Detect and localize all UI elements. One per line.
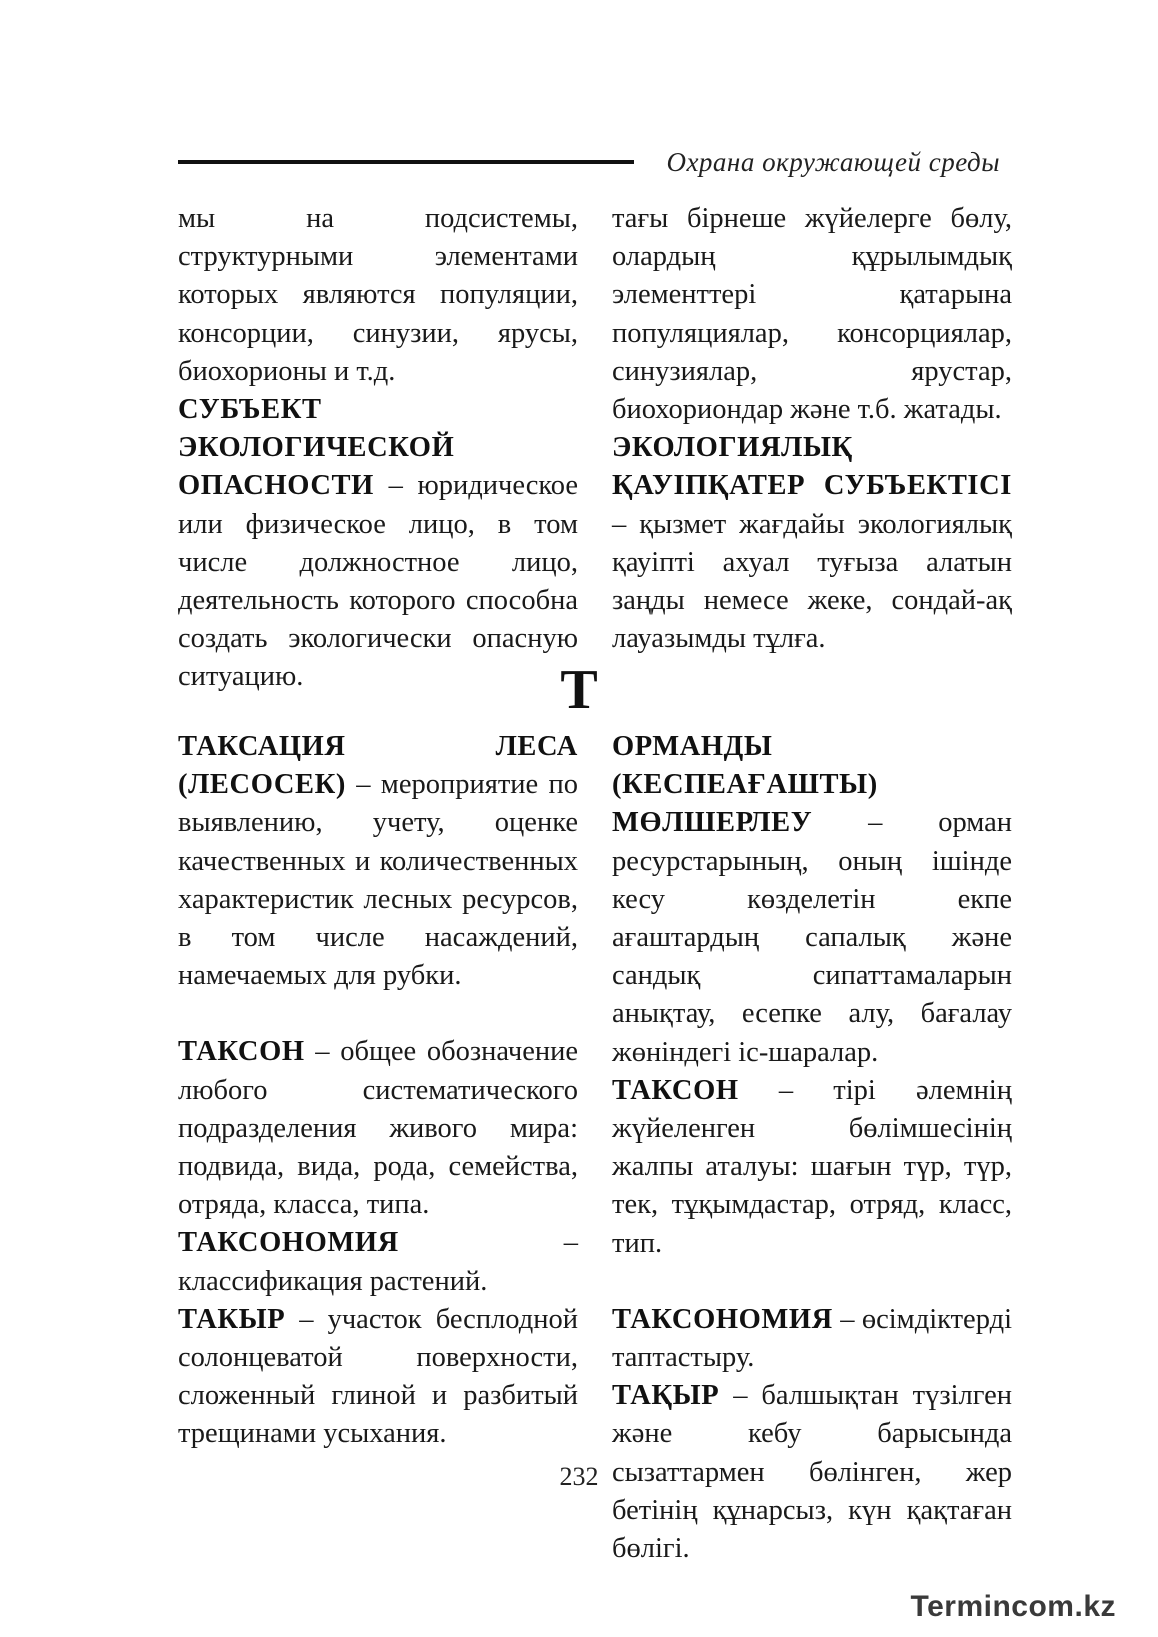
entry-forest-taxation-ru (178, 728, 578, 995)
entry-definition: – қызмет жағдайы экологиялық қауіпті ахуал туғыза алатын заңды немесе жеке, сондай-ақ лауазымды тұлға. (612, 508, 1012, 655)
entry-definition: – орман ресурстарының, оның ішінде кесу көзделетін екпе ағаштардың сапалық және сандық сипаттамаларын анықтау, есепке алу, бағалау жөніндегі іс-шаралар. (612, 807, 1012, 1068)
entry-taxon-ru (178, 1033, 578, 1224)
entry-forest-taxation-kk (612, 728, 1012, 1072)
entry-term: СУБЪЕКТ ЭКОЛОГИЧЕСКОЙ ОПАСНОСТИ (178, 394, 455, 502)
entry-definition: – общее обозначение любого систематического подразделения живого мира: подвида, вида, рода, семейства, отряда, класса, типа. (178, 1036, 578, 1221)
entry-subject-ecological-danger-kk (612, 429, 1012, 658)
running-header: Охрана окружающей среды (666, 147, 1000, 177)
entry-term: ТАКСОНОМИЯ (178, 1227, 399, 1259)
entry-term: ОРМАНДЫ (КЕСПЕАҒАШТЫ) МӨЛШЕРЛЕУ (612, 731, 878, 839)
entry-term: ТАКЫР (178, 1303, 286, 1335)
header-rule (178, 160, 634, 164)
entry-definition: – юридическое или физическое лицо, в том числе должностное лицо, деятельность которого способна создать экологически опасную ситуацию. (178, 470, 578, 693)
entry-definition: – мероприятие по выявлению, учету, оценке качественных и количественных характеристик лесных ресурсов, в том числе насаждений, намечаемых для рубки. (178, 769, 578, 992)
entry-definition: – классификация растений. (178, 1227, 578, 1297)
entry-definition: – балшықтан түзілген және кебу барысында сызаттармен бөлінген, жер бетінің құнарсыз, күн қақтаған бөлігі. (612, 1380, 1012, 1565)
entry-gap (612, 1263, 1012, 1301)
entry-term: ТАКСАЦИЯ ЛЕСА (ЛЕСОСЕК) (178, 731, 578, 801)
entry-term: ЭКОЛОГИЯЛЫҚ ҚАУІПҚАТЕР СУБЪЕКТІСІ (612, 432, 1012, 502)
bottom-right-column (612, 728, 1012, 1568)
entry-term: ТАҚЫР (612, 1380, 720, 1412)
entry-subject-ecological-danger-ru (178, 391, 578, 697)
bottom-left-column (178, 728, 578, 1454)
continued-paragraph (612, 200, 1012, 429)
entry-term: ТАКСОНОМИЯ (612, 1303, 833, 1335)
entry-definition: – тірі әлемнің жүйеленген бөлімшесінің жалпы аталуы: шағын түр, түр, тек, тұқымдастар, отряд, класс, тип. (612, 1074, 1012, 1259)
entry-gap (178, 995, 578, 1033)
entry-takyr-ru (178, 1301, 578, 1454)
page-number: 232 (559, 1462, 599, 1491)
entry-taxonomy-ru (178, 1224, 578, 1300)
entry-taxonomy-kk (612, 1301, 1012, 1377)
entry-text: мы на подсистемы, структурными элементами которых являются популяции, консорции, синузии, ярусы, биохорионы и т.д. (178, 203, 578, 387)
section-letter: Т (560, 659, 598, 721)
continued-paragraph (178, 200, 578, 391)
site-watermark: Termincom.kz (910, 1590, 1116, 1623)
entry-term: ТАКСОН (178, 1036, 305, 1068)
entry-definition: – өсімдіктерді таптастыру. (612, 1303, 1012, 1374)
entry-taxon-kk (612, 1072, 1012, 1263)
entry-text: тағы бірнеше жүйелерге бөлу, олардың құрылымдық элементтері қатарына популяциялар, консорциялар, синузиялар, ярустар, биохориондар және т.б. жатады. (612, 203, 1012, 426)
entry-term: ТАКСОН (612, 1074, 739, 1106)
top-right-column (612, 200, 1012, 658)
top-left-column (178, 200, 578, 697)
entry-definition: – участок бесплодной солонцеватой поверхности, сложенный глиной и разбитый трещинами усыхания. (178, 1303, 578, 1450)
